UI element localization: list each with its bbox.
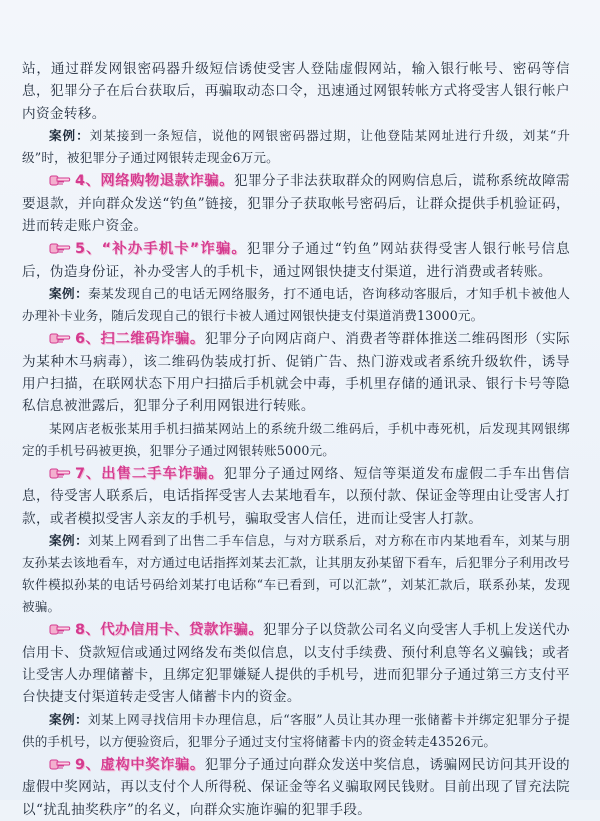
section-7-case [22,530,570,618]
hand-pointer-icon [49,330,71,345]
section-text: 犯罪分子向网店商户、消费者等群体推送二维码图形（实际为某种木马病毒），该二维码伪装成打折、促销广告、热门游戏或者系统升级软件，诱导用户扫描，在联网状态下用户扫描后手机就会中毒，手机里存储的通讯录、银行卡号等隐私信息被泄露后，犯罪分子利用网银进行转账。 [22,331,570,415]
section-title: 6、扫二维码诈骗。 [75,331,205,348]
section-text: 犯罪分子通过向群众发送中奖信息，诱骗网民访问其开设的虚假中奖网站，再以支付个人所得税、保证金等名义骗取网民钱财。目前出现了冒充法院以“扰乱抽奖秩序”的名义，向群众实施诈骗的犯罪手段。 [22,756,570,818]
case-text: 某网店老板张某用手机扫描某网站上的系统升级二维码后，手机中毒死机，后发现其网银绑定的手机号码被更换，犯罪分子通过网银转账5000元。 [22,420,570,458]
hand-pointer-icon [49,621,71,636]
section-4 [22,170,570,237]
section-7 [22,463,570,530]
section-5-case [22,283,570,327]
case-label: 案例： [49,711,89,727]
section-6-case [22,418,570,462]
intro-case [22,125,570,169]
case-label: 案例： [49,533,89,549]
intro-paragraph: 站，通过群发网银密码器升级短信诱使受害人登陆虚假网站，输入银行帐号、密码等信息，犯罪分子在后台获取后，再骗取动态口令，迅速通过网银转帐方式将受害人银行帐户内资金转移。 [22,61,570,122]
section-text: 犯罪分子非法获取群众的网购信息后，谎称系统故障需要退款，并向群众发送“钓鱼”链接，犯罪分子获取帐号密码后，让群众提供手机验证码，进而转走账户资金。 [22,173,570,235]
section-title: 9、虚构中奖诈骗。 [75,756,205,773]
section-8 [22,619,570,709]
section-title: 5、“补办手机卡”诈骗。 [75,241,247,258]
hand-pointer-icon [49,465,71,480]
hand-pointer-icon [49,756,71,771]
section-5 [22,238,570,283]
section-8-case [22,709,570,753]
section-text: 犯罪分子通过“钓鱼”网站获得受害人银行帐号信息后，伪造身份证，补办受害人的手机卡，通过网银快捷支付渠道，进行消费或者转账。 [22,241,571,280]
case-text: 刘某上网看到了出售二手车信息，与对方联系后，对方称在市内某地看车，刘某与朋友孙某去该地看车，对方通过电话指挥刘某去汇款，让其朋友孙某留下看车，后犯罪分子利用改号软件模拟孙某的电话号码给刘某打电话称“车已看到，可以汇款”，刘某汇款后，联系孙某，发现被骗。 [22,533,570,615]
section-6 [22,328,570,418]
hand-pointer-icon [49,172,71,187]
case-text: 刘某上网寻找信用卡办理信息，后“客服”人员让其办理一张储蓄卡并绑定犯罪分子提供的手机号，以方便验资后，犯罪分子通过支付宝将储蓄卡内的资金转走43526元。 [22,711,570,749]
section-title: 4、网络购物退款诈骗。 [75,173,234,190]
section-text: 犯罪分子通过网络、短信等渠道发布虚假二手车出售信息，待受害人联系后，电话指挥受害人去某地看车，以预付款、保证金等理由让受害人打款，或者模拟受害人亲友的手机号，骗取受害人信任，进而让受害人打款。 [22,465,570,527]
section-title: 7、出售二手车诈骗。 [75,465,224,482]
section-title: 8、代办信用卡、贷款诈骗。 [75,622,264,639]
case-label: 案例： [49,128,90,144]
section-text: 犯罪分子以贷款公司名义向受害人手机上发送代办信用卡、贷款短信或通过网络发布类似信息，以支付手续费、预付利息等名义骗钱；或者让受害人办理储蓄卡，且绑定犯罪嫌疑人提供的手机号，进而犯罪分子通过第三方支付平台快捷支付渠道转走受害人储蓄卡内的资金。 [22,622,570,706]
case-label: 案例： [49,286,89,302]
hand-pointer-icon [49,240,71,255]
case-text: 秦某发现自己的电话无网络服务，打不通电话，咨询移动客服后，才知手机卡被他人办理补卡业务，随后发现自己的银行卡被人通过网银快捷支付渠道消费13000元。 [22,286,570,324]
section-9 [22,754,570,821]
case-text: 刘某接到一条短信，说他的网银密码器过期，让他登陆某网址进行升级，刘某“升级”时，被犯罪分子通过网银转走现金6万元。 [22,128,571,166]
